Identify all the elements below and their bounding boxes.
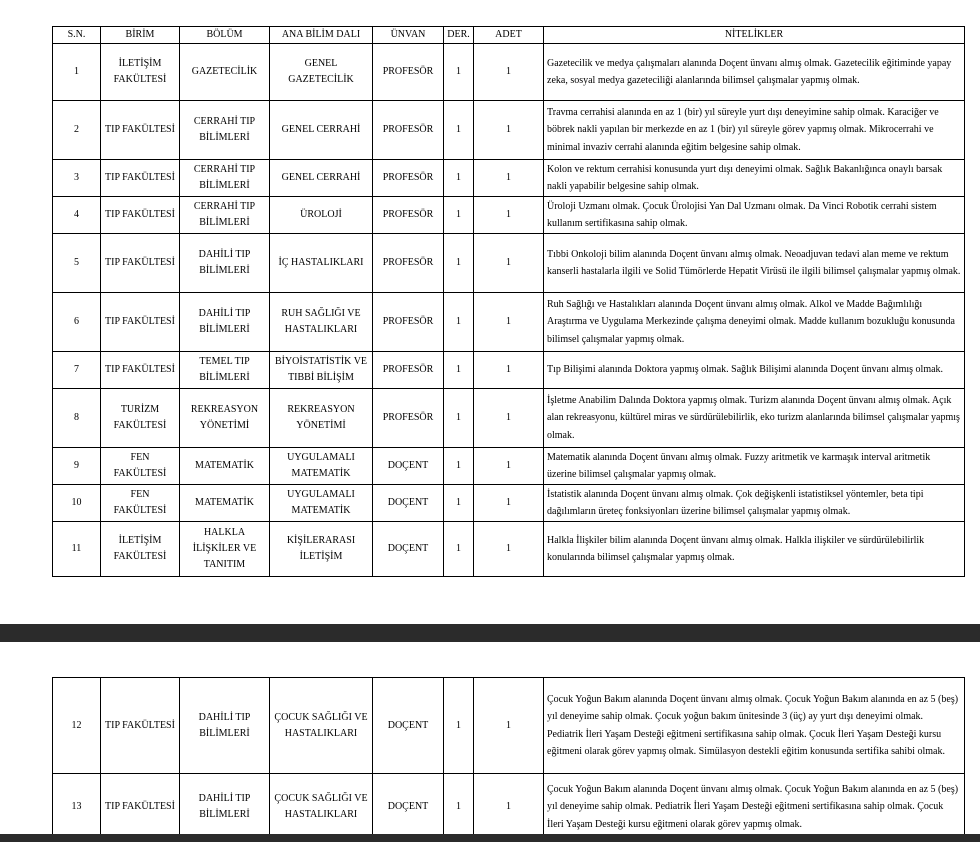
cell-derece: 1 bbox=[444, 774, 474, 840]
cell-nitelikler: Çocuk Yoğun Bakım alanında Doçent ünvanı almış olmak. Çocuk Yoğun Bakım alanında en az 5 (beş) yıl deneyime sahip olmak. Pediatrik İleri Yaşam Desteği eğitmeni sertifikasına sahip olmak. Çocuk İleri Yaşam Desteği kursu eğitmeni olarak görev yapmış olmak. bbox=[544, 774, 965, 840]
cell-nitelikler: İstatistik alanında Doçent ünvanı almış olmak. Çok değişkenli istatistiksel yöntemler, beta tipi dağılımların üreteç fonksiyonları üzerine bilimsel çalışmalar yapmış olmak. bbox=[544, 485, 965, 522]
cell-derece: 1 bbox=[444, 352, 474, 389]
cell-bolum: REKREASYON YÖNETİMİ bbox=[180, 389, 270, 448]
cell-unvan: PROFESÖR bbox=[373, 101, 444, 160]
cell-unvan: PROFESÖR bbox=[373, 389, 444, 448]
cell-nitelikler: Tıbbi Onkoloji bilim alanında Doçent ünvanı almış olmak. Neoadjuvan tedavi alan meme ve rektum kanserli hastalarla ilgili ve Solid Tümörlerde Hepatit Virüsü ile ilgili bilimsel çalışmalar yapmış olmak. bbox=[544, 234, 965, 293]
cell-unvan: PROFESÖR bbox=[373, 197, 444, 234]
header-birim: BİRİM bbox=[101, 27, 180, 44]
cell-birim: İLETİŞİM FAKÜLTESİ bbox=[101, 44, 180, 101]
table-header-row bbox=[53, 27, 965, 44]
cell-bolum: DAHİLİ TIP BİLİMLERİ bbox=[180, 293, 270, 352]
cell-ana-bilim-dali: ÜROLOJİ bbox=[270, 197, 373, 234]
cell-bolum: CERRAHİ TIP BİLİMLERİ bbox=[180, 197, 270, 234]
cell-bolum: TEMEL TIP BİLİMLERİ bbox=[180, 352, 270, 389]
cell-ana-bilim-dali: ÇOCUK SAĞLIĞI VE HASTALIKLARI bbox=[270, 774, 373, 840]
cell-birim: TIP FAKÜLTESİ bbox=[101, 197, 180, 234]
cell-adet: 1 bbox=[474, 522, 544, 577]
cell-derece: 1 bbox=[444, 389, 474, 448]
header-nitelikler: NİTELİKLER bbox=[544, 27, 965, 44]
table-row bbox=[53, 485, 965, 522]
page-bottom-edge bbox=[0, 834, 980, 842]
cell-bolum: HALKLA İLİŞKİLER VE TANITIM bbox=[180, 522, 270, 577]
cell-derece: 1 bbox=[444, 293, 474, 352]
header-derece: DER. bbox=[444, 27, 474, 44]
cell-nitelikler: Matematik alanında Doçent ünvanı almış olmak. Fuzzy aritmetik ve karmaşık interval aritmetik üzerine bilimsel çalışmalar yapmış olmak. bbox=[544, 448, 965, 485]
cell-sn: 9 bbox=[53, 448, 101, 485]
cell-sn: 12 bbox=[53, 678, 101, 774]
cell-adet: 1 bbox=[474, 160, 544, 197]
table-row bbox=[53, 678, 965, 774]
cell-nitelikler: Kolon ve rektum cerrahisi konusunda yurt dışı deneyimi olmak. Sağlık Bakanlığınca onaylı barsak nakli yapabilir belgesine sahip olmak. bbox=[544, 160, 965, 197]
positions-table-page-1 bbox=[52, 26, 965, 577]
cell-nitelikler: Üroloji Uzmanı olmak. Çocuk Ürolojisi Yan Dal Uzmanı olmak. Da Vinci Robotik cerrahi sistem kullanım sertifikasına sahip olmak. bbox=[544, 197, 965, 234]
cell-unvan: PROFESÖR bbox=[373, 44, 444, 101]
cell-birim: İLETİŞİM FAKÜLTESİ bbox=[101, 522, 180, 577]
table-row bbox=[53, 448, 965, 485]
cell-nitelikler: İşletme Anabilim Dalında Doktora yapmış olmak. Turizm alanında Doçent ünvanı almış olmak. Açık alan rekreasyonu, kültürel miras ve sürdürülebilirlik, eko turizm alanlarında bilimsel çalışmalar yapmış olmak. bbox=[544, 389, 965, 448]
cell-sn: 5 bbox=[53, 234, 101, 293]
cell-unvan: DOÇENT bbox=[373, 485, 444, 522]
cell-sn: 2 bbox=[53, 101, 101, 160]
table-row bbox=[53, 44, 965, 101]
cell-derece: 1 bbox=[444, 234, 474, 293]
cell-ana-bilim-dali: GENEL GAZETECİLİK bbox=[270, 44, 373, 101]
cell-ana-bilim-dali: GENEL CERRAHİ bbox=[270, 160, 373, 197]
cell-ana-bilim-dali: UYGULAMALI MATEMATİK bbox=[270, 448, 373, 485]
cell-derece: 1 bbox=[444, 101, 474, 160]
cell-sn: 7 bbox=[53, 352, 101, 389]
cell-adet: 1 bbox=[474, 678, 544, 774]
cell-sn: 4 bbox=[53, 197, 101, 234]
cell-birim: TIP FAKÜLTESİ bbox=[101, 678, 180, 774]
cell-ana-bilim-dali: BİYOİSTATİSTİK VE TIBBİ BİLİŞİM bbox=[270, 352, 373, 389]
cell-adet: 1 bbox=[474, 101, 544, 160]
table-row bbox=[53, 352, 965, 389]
cell-bolum: CERRAHİ TIP BİLİMLERİ bbox=[180, 101, 270, 160]
cell-derece: 1 bbox=[444, 44, 474, 101]
cell-birim: TIP FAKÜLTESİ bbox=[101, 101, 180, 160]
cell-ana-bilim-dali: REKREASYON YÖNETİMİ bbox=[270, 389, 373, 448]
cell-nitelikler: Ruh Sağlığı ve Hastalıkları alanında Doçent ünvanı almış olmak. Alkol ve Madde Bağımlılığı Araştırma ve Uygulama Merkezinde çalışma deneyimi olmak. Madde kullanım bozukluğu konusunda bilimsel çalışmalar yapmış olmak. bbox=[544, 293, 965, 352]
cell-ana-bilim-dali: GENEL CERRAHİ bbox=[270, 101, 373, 160]
cell-ana-bilim-dali: RUH SAĞLIĞI VE HASTALIKLARI bbox=[270, 293, 373, 352]
cell-sn: 13 bbox=[53, 774, 101, 840]
cell-adet: 1 bbox=[474, 352, 544, 389]
cell-birim: TIP FAKÜLTESİ bbox=[101, 160, 180, 197]
cell-adet: 1 bbox=[474, 293, 544, 352]
cell-derece: 1 bbox=[444, 522, 474, 577]
cell-sn: 1 bbox=[53, 44, 101, 101]
table-row bbox=[53, 522, 965, 577]
cell-adet: 1 bbox=[474, 774, 544, 840]
cell-adet: 1 bbox=[474, 485, 544, 522]
cell-birim: TIP FAKÜLTESİ bbox=[101, 774, 180, 840]
header-bolum: BÖLÜM bbox=[180, 27, 270, 44]
table-row bbox=[53, 101, 965, 160]
cell-adet: 1 bbox=[474, 44, 544, 101]
cell-ana-bilim-dali: ÇOCUK SAĞLIĞI VE HASTALIKLARI bbox=[270, 678, 373, 774]
cell-birim: TIP FAKÜLTESİ bbox=[101, 352, 180, 389]
positions-table-page-2 bbox=[52, 677, 965, 840]
cell-bolum: CERRAHİ TIP BİLİMLERİ bbox=[180, 160, 270, 197]
cell-adet: 1 bbox=[474, 234, 544, 293]
cell-sn: 6 bbox=[53, 293, 101, 352]
cell-sn: 11 bbox=[53, 522, 101, 577]
cell-bolum: GAZETECİLİK bbox=[180, 44, 270, 101]
table-row bbox=[53, 293, 965, 352]
cell-nitelikler: Çocuk Yoğun Bakım alanında Doçent ünvanı almış olmak. Çocuk Yoğun Bakım alanında en az 5 (beş) yıl deneyime sahip olmak. Çocuk yoğun bakım ünitesinde 3 (üç) ay yurt dışı deneyimi olmak. Pediatrik İleri Yaşam Desteği eğitmeni sertifikasına sahip olmak. Çocuk İleri Yaşam Desteği kursu eğitmeni olarak görev yapmış olmak. Simülasyon destekli eğitim konusunda sertifika sahibi olmak. bbox=[544, 678, 965, 774]
cell-unvan: DOÇENT bbox=[373, 774, 444, 840]
table-row bbox=[53, 234, 965, 293]
cell-bolum: MATEMATİK bbox=[180, 448, 270, 485]
cell-nitelikler: Tıp Bilişimi alanında Doktora yapmış olmak. Sağlık Bilişimi alanında Doçent ünvanı almış olmak. bbox=[544, 352, 965, 389]
cell-adet: 1 bbox=[474, 448, 544, 485]
cell-bolum: DAHİLİ TIP BİLİMLERİ bbox=[180, 678, 270, 774]
header-unvan: ÜNVAN bbox=[373, 27, 444, 44]
cell-unvan: DOÇENT bbox=[373, 678, 444, 774]
cell-ana-bilim-dali: UYGULAMALI MATEMATİK bbox=[270, 485, 373, 522]
cell-ana-bilim-dali: İÇ HASTALIKLARI bbox=[270, 234, 373, 293]
cell-unvan: DOÇENT bbox=[373, 448, 444, 485]
table-row bbox=[53, 774, 965, 840]
page-separator bbox=[0, 624, 980, 642]
cell-derece: 1 bbox=[444, 160, 474, 197]
cell-sn: 10 bbox=[53, 485, 101, 522]
table-row bbox=[53, 160, 965, 197]
cell-derece: 1 bbox=[444, 678, 474, 774]
cell-derece: 1 bbox=[444, 197, 474, 234]
cell-birim: TURİZM FAKÜLTESİ bbox=[101, 389, 180, 448]
cell-nitelikler: Gazetecilik ve medya çalışmaları alanında Doçent ünvanı almış olmak. Gazetecilik eğitiminde yapay zeka, sosyal medya gazeteciliği alanlarında bilimsel çalışmalar yapmış olmak. bbox=[544, 44, 965, 101]
cell-adet: 1 bbox=[474, 197, 544, 234]
cell-sn: 8 bbox=[53, 389, 101, 448]
table-row bbox=[53, 197, 965, 234]
cell-unvan: PROFESÖR bbox=[373, 352, 444, 389]
cell-bolum: DAHİLİ TIP BİLİMLERİ bbox=[180, 774, 270, 840]
cell-unvan: PROFESÖR bbox=[373, 160, 444, 197]
header-adet: ADET bbox=[474, 27, 544, 44]
cell-bolum: DAHİLİ TIP BİLİMLERİ bbox=[180, 234, 270, 293]
cell-birim: FEN FAKÜLTESİ bbox=[101, 448, 180, 485]
cell-unvan: DOÇENT bbox=[373, 522, 444, 577]
cell-adet: 1 bbox=[474, 389, 544, 448]
cell-unvan: PROFESÖR bbox=[373, 234, 444, 293]
cell-birim: TIP FAKÜLTESİ bbox=[101, 234, 180, 293]
cell-nitelikler: Halkla İlişkiler bilim alanında Doçent ünvanı almış olmak. Halkla ilişkiler ve sürdürülebilirlik konularında bilimsel çalışmalar yapmış olmak. bbox=[544, 522, 965, 577]
cell-derece: 1 bbox=[444, 448, 474, 485]
cell-unvan: PROFESÖR bbox=[373, 293, 444, 352]
header-sn: S.N. bbox=[53, 27, 101, 44]
cell-birim: FEN FAKÜLTESİ bbox=[101, 485, 180, 522]
cell-sn: 3 bbox=[53, 160, 101, 197]
cell-bolum: MATEMATİK bbox=[180, 485, 270, 522]
header-ana-bilim-dali: ANA BİLİM DALI bbox=[270, 27, 373, 44]
cell-nitelikler: Travma cerrahisi alanında en az 1 (bir) yıl süreyle yurt dışı deneyimine sahip olmak. Karaciğer ve böbrek nakli yapılan bir merkezde en az 1 (bir) yıl süreyle görev yapmış olmak. Mikrocerrahi ve minimal invaziv cerrahi alanında eğitim belgesine sahip olmak. bbox=[544, 101, 965, 160]
cell-derece: 1 bbox=[444, 485, 474, 522]
table-row bbox=[53, 389, 965, 448]
cell-birim: TIP FAKÜLTESİ bbox=[101, 293, 180, 352]
cell-ana-bilim-dali: KİŞİLERARASI İLETİŞİM bbox=[270, 522, 373, 577]
